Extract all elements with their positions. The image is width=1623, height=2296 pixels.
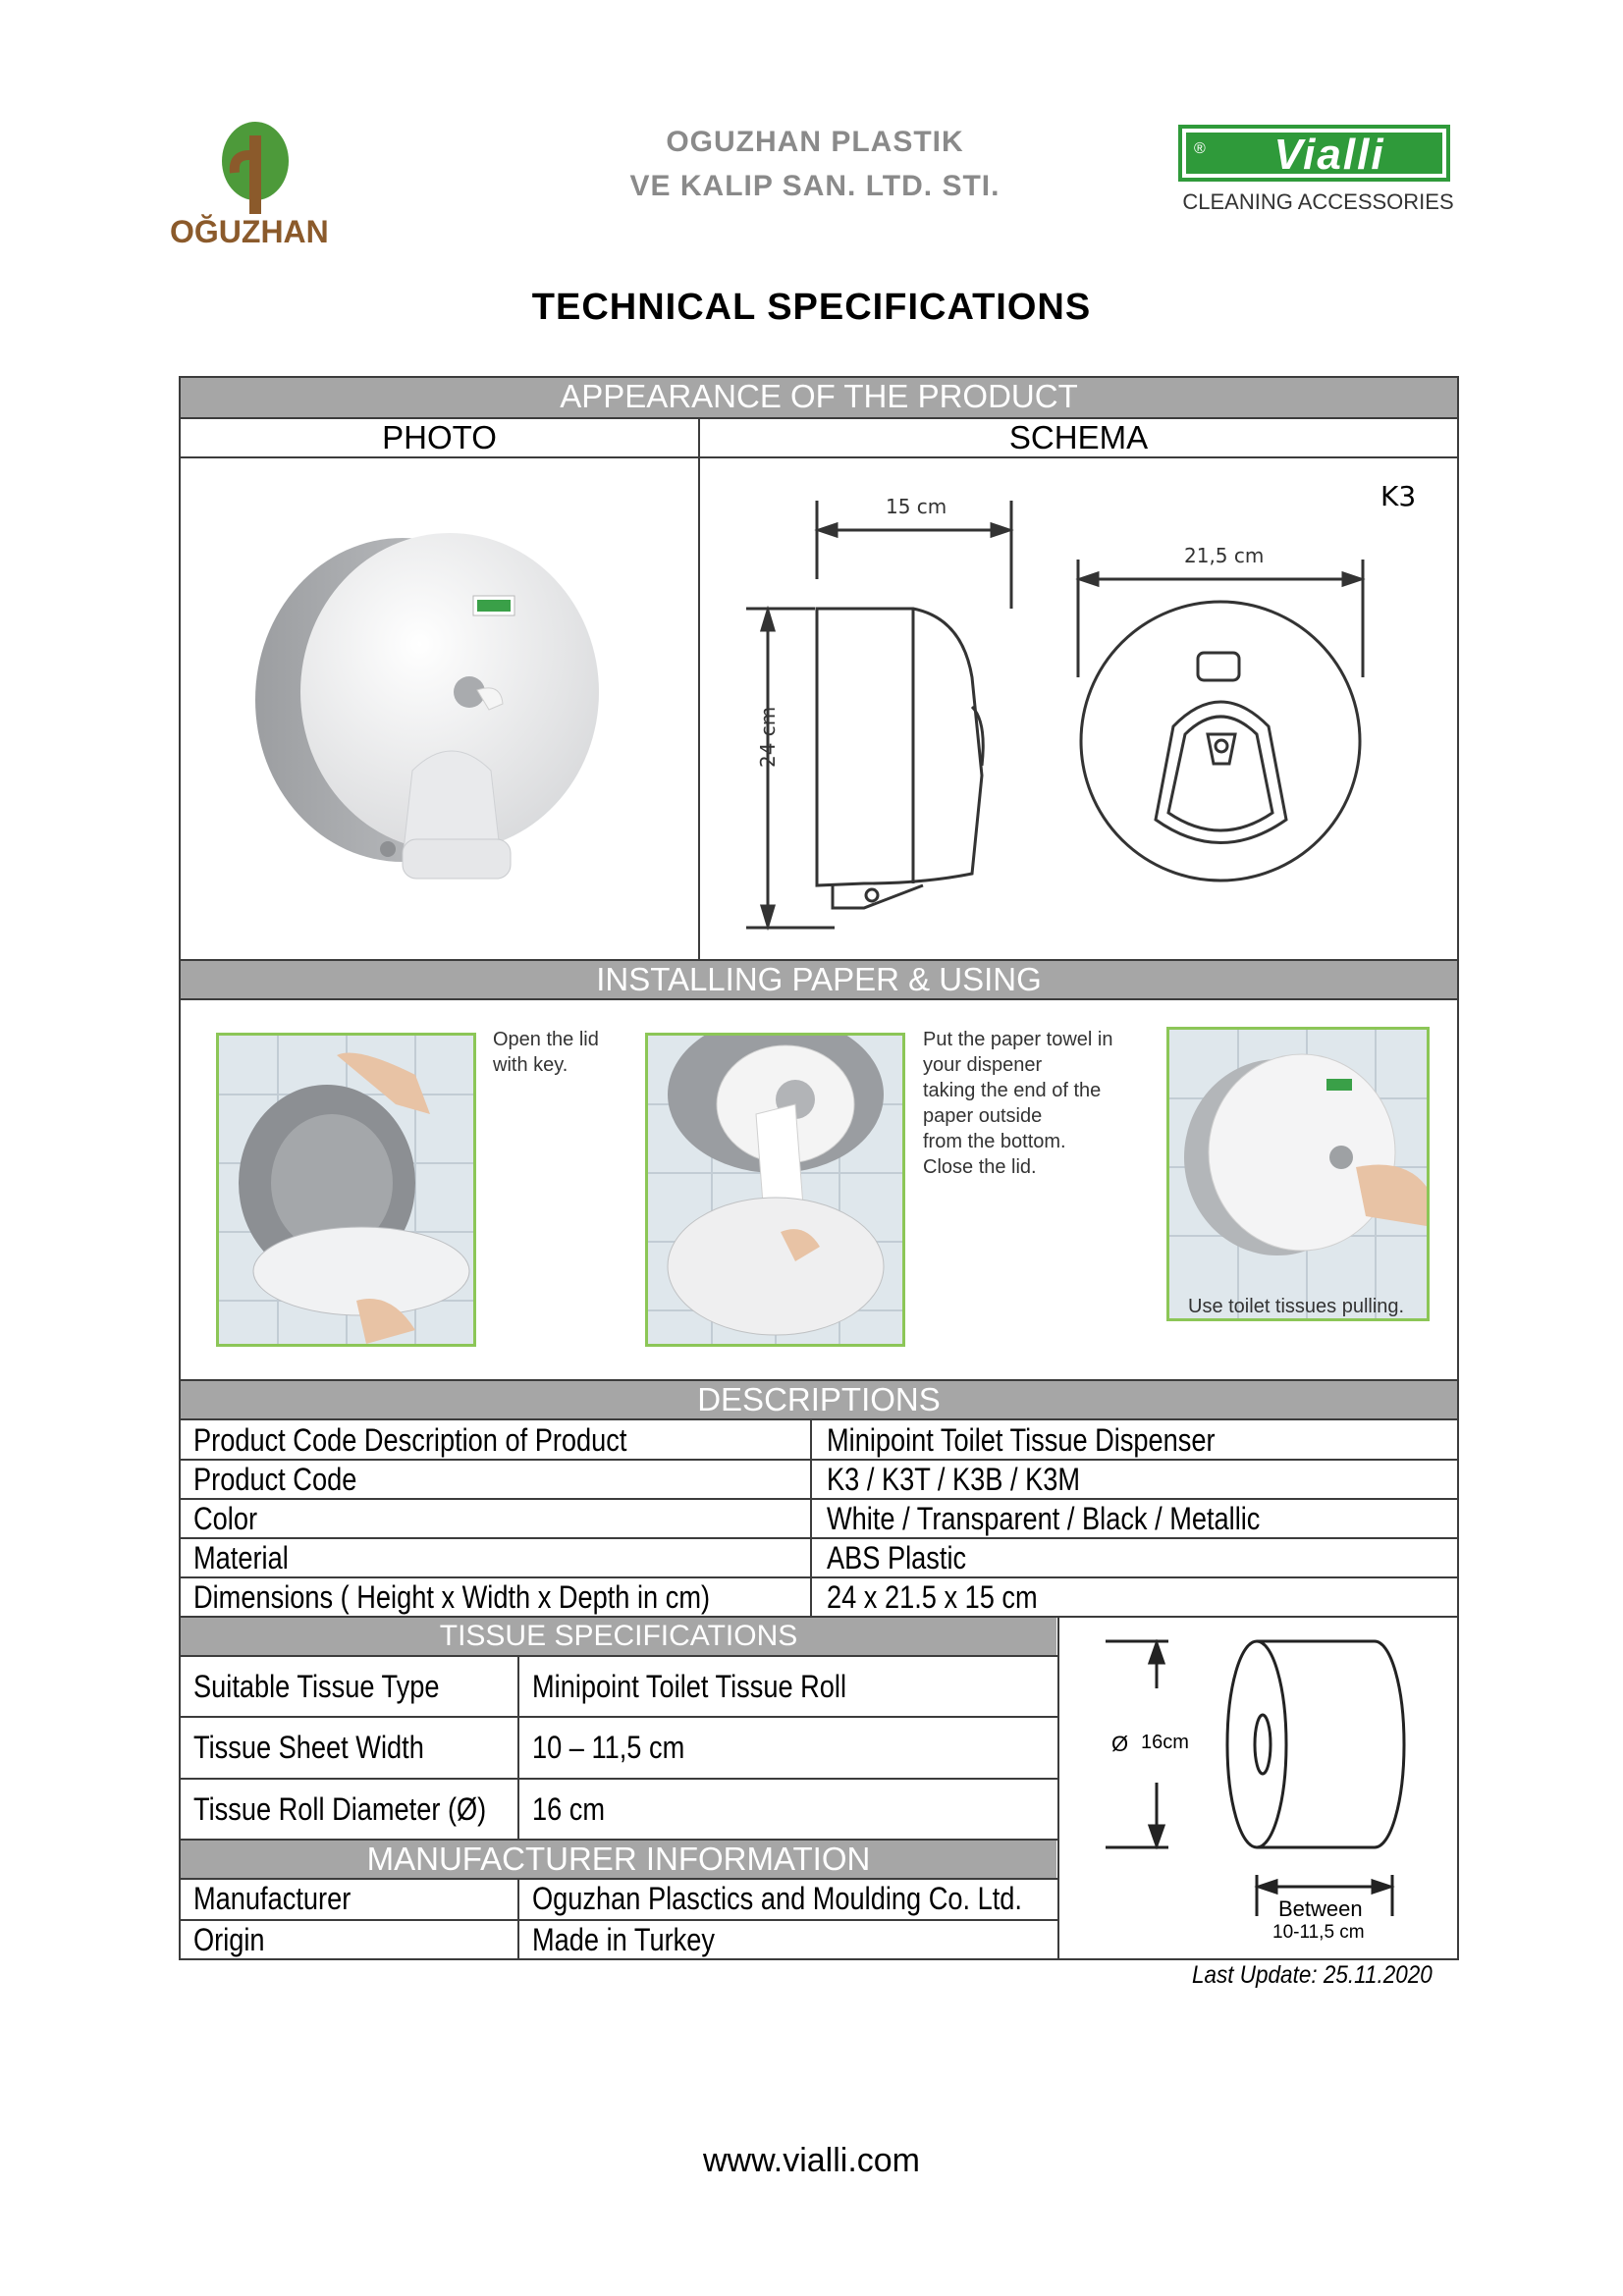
tissue-row-value: Minipoint Toilet Tissue Roll — [532, 1669, 846, 1704]
install-step2-note: Put the paper towel in your dispener taking the end of the paper outside from the bottom. Close the lid. — [923, 1029, 1113, 1178]
dim-width-label: 21,5 cm — [1184, 544, 1265, 567]
manufacturer-row-value: Made in Turkey — [532, 1922, 715, 1957]
width-range-label: 10-11,5 cm — [1272, 1922, 1365, 1943]
company-line-2: VE KALIP SAN. LTD. STI. — [629, 170, 1001, 202]
install-step3-note: Use toilet tissues pulling. — [1188, 1296, 1405, 1317]
tissue-row-label: Tissue Sheet Width — [193, 1730, 424, 1765]
descriptions-heading: DESCRIPTIONS — [181, 1381, 1457, 1418]
manufacturer-row-value: Oguzhan Plasctics and Moulding Co. Ltd. — [532, 1881, 1022, 1916]
diameter-symbol: Ø — [1111, 1732, 1129, 1756]
appearance-heading: APPEARANCE OF THE PRODUCT — [181, 378, 1457, 417]
installing-heading: INSTALLING PAPER & USING — [181, 961, 1457, 998]
vialli-logo-text: Vialli — [1273, 131, 1385, 179]
oguzhan-logo-text: OĞUZHAN — [170, 214, 329, 249]
vialli-logo-box — [1178, 125, 1450, 182]
install-step2-photo — [645, 1033, 905, 1347]
desc-row-value: K3 / K3T / K3B / K3M — [827, 1462, 1081, 1497]
tissue-row-label: Tissue Roll Diameter (Ø) — [193, 1791, 487, 1827]
manufacturer-row-label: Origin — [193, 1922, 265, 1957]
product-schema — [727, 480, 1417, 942]
model-code: K3 — [1380, 480, 1417, 512]
tissue-row-value: 16 cm — [532, 1791, 606, 1827]
last-update: Last Update: 25.11.2020 — [1192, 1961, 1433, 1989]
install-step1-photo — [216, 1033, 476, 1347]
page-title: TECHNICAL SPECIFICATIONS — [531, 287, 1092, 328]
desc-row-value: ABS Plastic — [827, 1540, 967, 1575]
desc-row-value: Minipoint Toilet Tissue Dispenser — [827, 1422, 1216, 1458]
manufacturer-heading: MANUFACTURER INFORMATION — [181, 1841, 1056, 1878]
desc-row-value: White / Transparent / Black / Metallic — [827, 1501, 1261, 1536]
desc-row-label: Material — [193, 1540, 289, 1575]
vialli-logo — [1178, 125, 1458, 223]
install-step1-note: Open the lid with key. — [493, 1029, 599, 1076]
company-line-1: OGUZHAN PLASTIK — [666, 126, 964, 158]
vialli-logo-subtitle: CLEANING ACCESSORIES — [1182, 189, 1454, 214]
dim-depth-label: 15 cm — [886, 495, 947, 518]
desc-row-label: Product Code — [193, 1462, 357, 1497]
manufacturer-row-label: Manufacturer — [193, 1881, 352, 1916]
company-name — [550, 120, 1080, 208]
desc-row-label: Color — [193, 1501, 257, 1536]
oguzhan-logo — [162, 116, 349, 253]
product-photo — [255, 525, 609, 888]
install-step3-photo — [1166, 1027, 1430, 1321]
dim-height-label: 24 cm — [756, 706, 780, 768]
tissue-row-label: Suitable Tissue Type — [193, 1669, 440, 1704]
desc-row-label: Product Code Description of Product — [193, 1422, 627, 1458]
tissue-roll-diagram — [1080, 1629, 1443, 1953]
schema-label: SCHEMA — [1008, 419, 1149, 455]
between-label: Between — [1278, 1896, 1363, 1921]
desc-row-label: Dimensions ( Height x Width x Depth in cm) — [193, 1579, 711, 1615]
registered-mark: ® — [1194, 140, 1206, 157]
photo-label: PHOTO — [382, 419, 497, 455]
diameter-label: 16cm — [1141, 1732, 1189, 1753]
tissue-row-value: 10 – 11,5 cm — [532, 1730, 685, 1765]
desc-row-value: 24 x 21.5 x 15 cm — [827, 1579, 1038, 1615]
tissue-heading: TISSUE SPECIFICATIONS — [181, 1618, 1056, 1655]
footer-url[interactable]: www.vialli.com — [702, 2142, 921, 2179]
